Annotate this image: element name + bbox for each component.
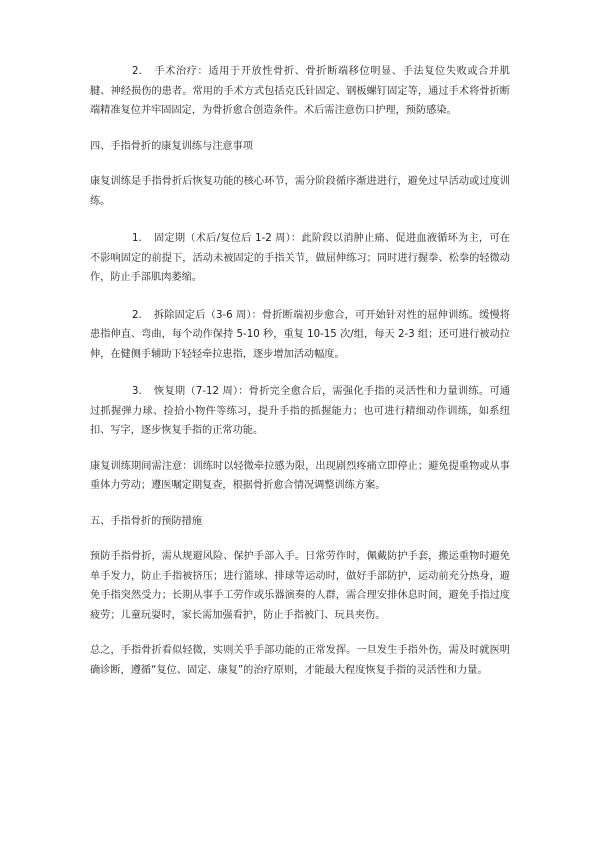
rehab-stage-item <box>90 382 510 441</box>
item-number: 3. <box>132 386 142 397</box>
rehab-stage-item <box>90 306 510 365</box>
item-number: 2. <box>132 309 142 321</box>
item-number: 1. <box>132 233 142 244</box>
rehab-intro-paragraph: 康复训练是手指骨折后恢复功能的核心环节，需分阶段循序渐进进行，避免过早活动或过度训练。 <box>90 176 510 207</box>
rehab-notes-paragraph: 康复训练期间需注意：训练时以轻微牵拉感为限，出现剧烈疼痛立即停止；避免提重物或从事重体力劳动；遵医嘱定期复查，根据骨折愈合情况调整训练方案。 <box>90 460 510 491</box>
item-text: 手术治疗：适用于开放性骨折、骨折断端移位明显、手法复位失败或合并肌腱、神经损伤的患者。常用的手术方式包括克氏针固定、钢板螺钉固定等，通过手术将骨折断端精准复位并牢固固定，为骨折愈合创造条件。术后需注意伤口护理，预防感染。 <box>90 66 510 116</box>
item-text: 拆除固定后（3-6 周）：骨折断端初步愈合，可开始针对性的屈伸训练。缓慢将患指伸直、弯曲，每个动作保持 5-10 秒，重复 10-15 次/组，每天 2-3 组；还可进行被动拉伸，在健侧手辅助下轻轻牵拉患指，逐步增加活动幅度。 <box>90 309 510 360</box>
rehab-stage-item <box>90 229 510 288</box>
section-heading-rehab: 四、手指骨折的康复训练与注意事项 <box>90 140 253 152</box>
section-heading-prevention: 五、手指骨折的预防措施 <box>90 515 203 527</box>
document-page <box>90 62 510 680</box>
item-text: 恢复期（7-12 周）：骨折完全愈合后，需强化手指的灵活性和力量训练。可通过抓握弹力球、捡拾小物件等练习，提升手指的抓握能力；也可进行精细动作训练，如系纽扣、写字，逐步恢复手指的正常功能。 <box>90 386 510 436</box>
prevention-paragraph: 预防手指骨折，需从规避风险、保护手部入手。日常劳作时，佩戴防护手套，搬运重物时避免单手发力，防止手指被挤压；进行篮球、排球等运动时，做好手部防护，运动前充分热身，避免手指突然受力；长期从事手工劳作或乐器演奏的人群，需合理安排休息时间，避免手指过度疲劳；儿童玩耍时，家长需加强看护，防止手指被门、玩具夹伤。 <box>90 551 510 621</box>
item-number: 2. <box>132 66 142 77</box>
surgical-treatment-item <box>90 62 510 121</box>
conclusion-paragraph: 总之，手指骨折看似轻微，实则关乎手部功能的正常发挥。一旦发生手指外伤，需及时就医明确诊断，遵循“复位、固定、康复”的治疗原则，才能最大程度恢复手指的灵活性和力量。 <box>90 645 510 676</box>
item-text: 固定期（术后/复位后 1-2 周）：此阶段以消肿止痛、促进血液循环为主，可在不影响固定的前提下，活动未被固定的手指关节，做屈伸练习；同时进行握拳、松拳的轻微动作，防止手部肌肉萎缩。 <box>90 233 510 283</box>
